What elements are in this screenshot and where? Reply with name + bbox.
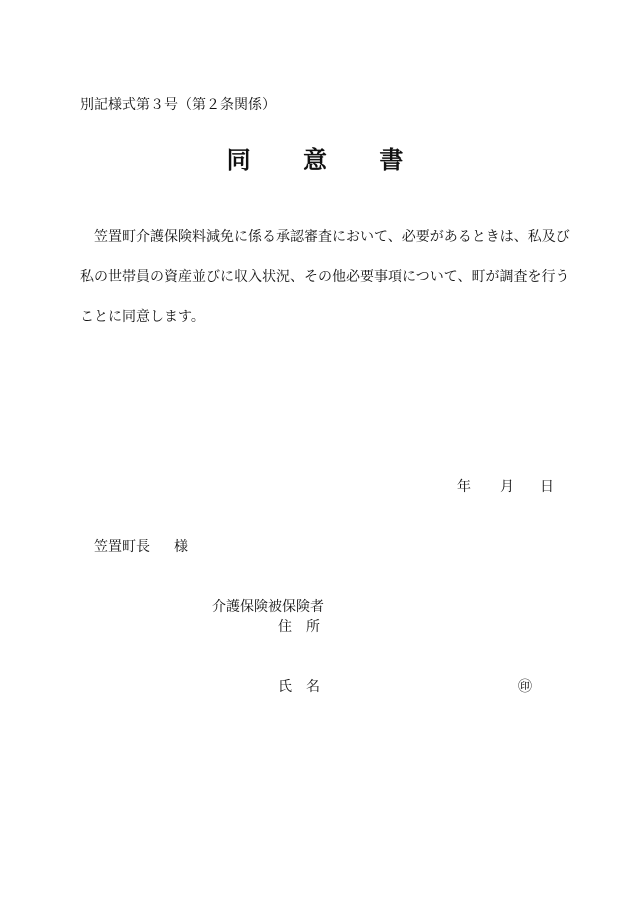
seal-mark-icon: ㊞ [518, 679, 532, 695]
recipient-honorific: 様 [174, 539, 188, 555]
form-number: 別記様式第３号（第２条関係） [80, 97, 276, 113]
title-char: 書 [379, 145, 404, 174]
title-char: 意 [303, 145, 327, 174]
date-day-label: 日 [540, 479, 554, 495]
consent-text-line: ことに同意します。 [80, 309, 205, 325]
consent-text-line: 私の世帯員の資産並びに収入状況、その他必要事項について、町が調査を行う [80, 269, 570, 285]
date-month-label: 月 [500, 479, 514, 495]
insured-person-label: 介護保険被保険者 [212, 599, 324, 615]
address-label: 住所 [278, 619, 334, 635]
recipient-name: 笠置町長 [94, 539, 150, 555]
document-title [0, 140, 630, 175]
name-label: 氏名 [278, 679, 334, 695]
recipient [94, 536, 188, 556]
date-year-label: 年 [457, 479, 471, 495]
consent-text-line: 笠置町介護保険料減免に係る承認審査において、必要があるときは、私及び [94, 229, 570, 245]
title-char: 同 [226, 145, 251, 174]
